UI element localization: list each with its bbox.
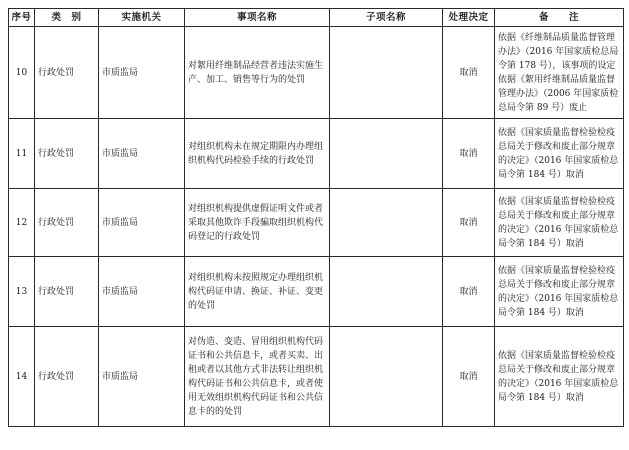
row-item-name: 对组织机构未按照规定办理组织机构代码证申请、换证、补证、变更的处罚 — [185, 257, 330, 327]
row-subitem-name — [330, 119, 443, 189]
row-no: 14 — [9, 327, 35, 427]
row-category: 行政处罚 — [35, 189, 99, 257]
row-decision: 取消 — [443, 257, 495, 327]
row-item-name: 对絮用纤维制品经营者违法实施生产、加工、销售等行为的处罚 — [185, 27, 330, 119]
header-decision: 处理决定 — [443, 9, 495, 27]
row-category: 行政处罚 — [35, 27, 99, 119]
header-subitem-name: 子项名称 — [330, 9, 443, 27]
row-note: 依据《纤维制品质量监督管理办法》（2016 年国家质检总局令第 178 号），该事项的设定依据《絮用纤维制品质量监督管理办法》（2006 年国家质检总局令第 89 号）废止 — [495, 27, 624, 119]
row-agency: 市质监局 — [99, 327, 185, 427]
row-category: 行政处罚 — [35, 119, 99, 189]
row-subitem-name — [330, 327, 443, 427]
row-decision: 取消 — [443, 327, 495, 427]
header-item-name: 事项名称 — [185, 9, 330, 27]
table-row — [9, 119, 624, 189]
row-decision: 取消 — [443, 119, 495, 189]
policy-table — [8, 8, 624, 427]
row-subitem-name — [330, 257, 443, 327]
row-no: 11 — [9, 119, 35, 189]
row-item-name: 对组织机构提供虚假证明文件或者采取其他欺诈手段骗取组织机构代码登记的行政处罚 — [185, 189, 330, 257]
row-category: 行政处罚 — [35, 257, 99, 327]
row-agency: 市质监局 — [99, 119, 185, 189]
table-row — [9, 189, 624, 257]
row-subitem-name — [330, 27, 443, 119]
row-no: 10 — [9, 27, 35, 119]
header-note: 备 注 — [495, 9, 624, 27]
header-no: 序号 — [9, 9, 35, 27]
row-agency: 市质监局 — [99, 257, 185, 327]
row-no: 13 — [9, 257, 35, 327]
table-header-row — [9, 9, 624, 27]
table-row — [9, 27, 624, 119]
row-note: 依据《国家质量监督检验检疫总局关于修改和废止部分规章的决定》（2016 年国家质检总局令第 184 号）取消 — [495, 189, 624, 257]
row-item-name: 对伪造、变造、冒用组织机构代码证书和公共信息卡，或者买卖、出租或者以其他方式非法转让组织机构代码证书和公共信息卡，或者使用无效组织机构代码证书和公共信息卡的的处罚 — [185, 327, 330, 427]
row-note: 依据《国家质量监督检验检疫总局关于修改和废止部分规章的决定》（2016 年国家质检总局令第 184 号）取消 — [495, 327, 624, 427]
row-subitem-name — [330, 189, 443, 257]
row-agency: 市质监局 — [99, 27, 185, 119]
row-note: 依据《国家质量监督检验检疫总局关于修改和废止部分规章的决定》（2016 年国家质检总局令第 184 号）取消 — [495, 119, 624, 189]
table-row — [9, 257, 624, 327]
row-decision: 取消 — [443, 27, 495, 119]
table-row — [9, 327, 624, 427]
row-item-name: 对组织机构未在规定期限内办理组织机构代码检验手续的行政处罚 — [185, 119, 330, 189]
row-decision: 取消 — [443, 189, 495, 257]
header-agency: 实施机关 — [99, 9, 185, 27]
row-note: 依据《国家质量监督检验检疫总局关于修改和废止部分规章的决定》（2016 年国家质检总局令第 184 号）取消 — [495, 257, 624, 327]
row-agency: 市质监局 — [99, 189, 185, 257]
row-category: 行政处罚 — [35, 327, 99, 427]
row-no: 12 — [9, 189, 35, 257]
header-category: 类 别 — [35, 9, 99, 27]
